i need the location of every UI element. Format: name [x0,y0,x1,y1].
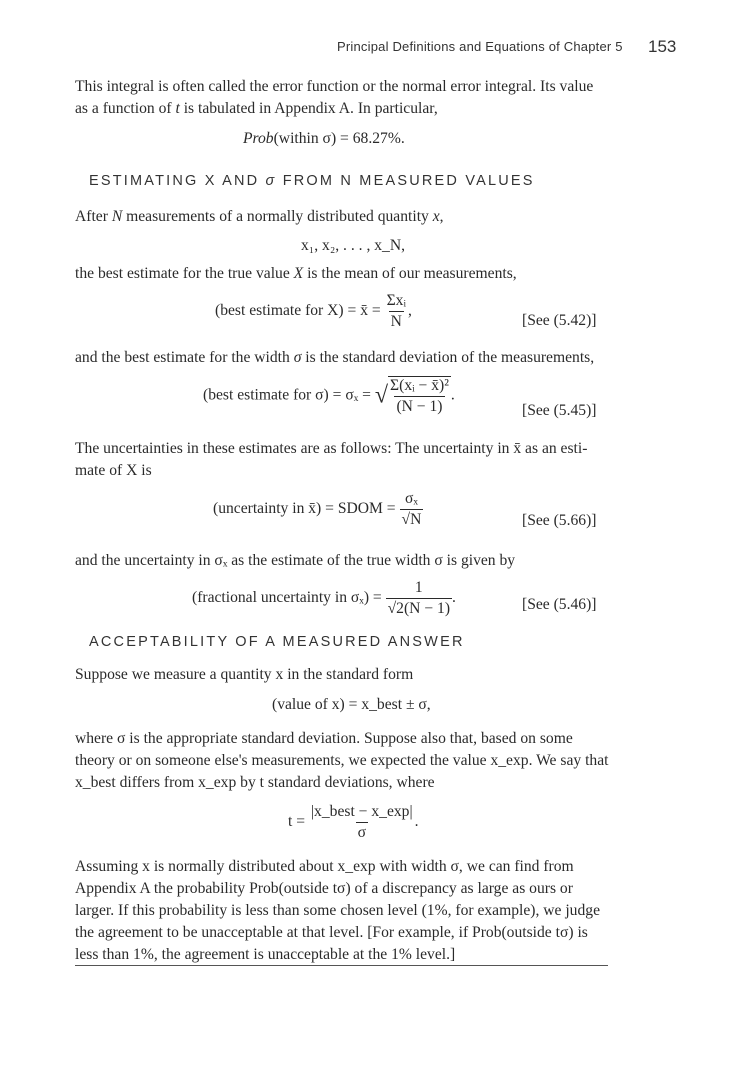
acceptability-para-2-line-1: where σ is the appropriate standard deviation. Suppose also that, based on some [75,730,573,747]
intro-line-1: This integral is often called the error function or the normal error integral. Its value [75,78,594,95]
fractional-uncertainty-equation: (fractional uncertainty in σₓ) = $\frac{1}{√2(N - 1)}$ . [192,579,456,617]
running-header: Principal Definitions and Equations of Chapter 5 [337,39,623,54]
acceptability-para-2-line-2: theory or on someone else's measurements, we expected the value x_exp. We say that [75,752,609,769]
estimating-para-2: the best estimate for the true value X is the mean of our measurements, [75,265,517,282]
intro-line-2: as a function of t is tabulated in Appendix A. In particular, [75,100,438,117]
acceptability-para-3-line-5: less than 1%, the agreement is unacceptable at the 1% level.] [75,946,456,963]
acceptability-para-3-line-2: Appendix A the probability Prob(outside tσ) of a discrepancy as large as ours or [75,880,573,897]
t-fraction: $\frac{\text{|x\_best − x\_exp|}}{\sigma}$ [310,803,413,841]
sd-fraction: $\frac{\text{Σ(xᵢ − x̄)²}}{(N - 1)}$ [390,377,449,415]
fractional-uncertainty-fraction: $\frac{1}{√2(N - 1)}$ [387,579,451,617]
equation-ref-5-66: [See (5.66)] [522,512,597,529]
acceptability-para-3-line-1: Assuming x is normally distributed about x_exp with width σ, we can find from [75,858,574,875]
acceptability-para-2-line-3: x_best differs from x_exp by t standard deviations, where [75,774,435,791]
estimating-para-4-line-1: The uncertainties in these estimates are as follows: The uncertainty in x̄ as an esti- [75,440,588,457]
sqrt-sign: √ [374,382,389,409]
page-number: 153 [648,37,677,56]
mean-fraction: $\frac{\text{Σxᵢ}}{N}$ [386,292,407,330]
equation-ref-5-46: [See (5.46)] [522,596,597,613]
sdom-equation: (uncertainty in x̄) = SDOM = $\frac{\text{σₓ}}{√N}$ [213,490,422,528]
prob-within-sigma-equation: Prob(within σ) = 68.27%. [243,130,405,147]
acceptability-para-1: Suppose we measure a quantity x in the standard form [75,666,414,683]
sdom-fraction: $\frac{\text{σₓ}}{√N}$ [401,490,422,528]
equation-ref-5-42: [See (5.42)] [522,312,597,329]
standard-deviation-equation: (best estimate for σ) = σₓ = √ $\frac{\text{Σ(xᵢ − x̄)²}}{(N - 1)}$ . [203,377,455,415]
acceptability-para-3-line-4: the agreement to be unacceptable at that level. [For example, if Prob(outside tσ) is [75,924,588,941]
section-heading-acceptability: ACCEPTABILITY OF A MEASURED ANSWER [89,634,465,650]
estimating-para-3: and the best estimate for the width σ is the standard deviation of the measurements, [75,349,595,366]
t-equation: t = $\frac{\text{|x\_best − x\_exp|}}{\sigma}$ . [288,803,419,841]
mean-equation: (best estimate for X) = x̄ = $\frac{\text{Σxᵢ}}{N}$ , [215,292,412,330]
estimating-para-4-line-2: mate of X is [75,462,152,479]
equation-ref-5-45: [See (5.45)] [522,402,597,419]
bottom-rule [75,965,608,966]
estimating-para-1: After N measurements of a normally distributed quantity x, [75,208,444,225]
acceptability-para-3-line-3: larger. If this probability is less than some chosen level (1%, for example), we judge [75,902,600,919]
estimating-para-5: and the uncertainty in σₓ as the estimate of the true width σ is given by [75,552,516,569]
measurement-list-equation: x₁, x₂, . . . , x_N, [301,237,406,254]
section-heading-estimating: ESTIMATING X AND σ FROM N MEASURED VALUES [89,173,535,189]
standard-form-equation: (value of x) = x_best ± σ, [272,696,431,713]
